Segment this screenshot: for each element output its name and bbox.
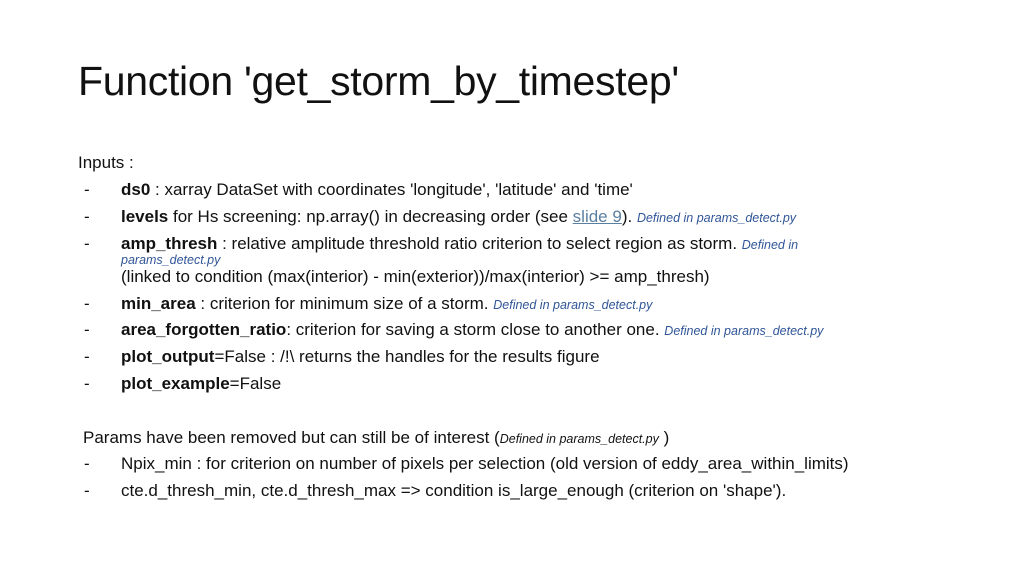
- bullet-dash: -: [84, 294, 90, 313]
- slide-9-link[interactable]: slide 9: [572, 207, 622, 226]
- param-name: ds0: [121, 180, 151, 199]
- amp-thresh-condition: (linked to condition (max(interior) - min(exterior))/max(interior) >= amp_thresh): [121, 267, 710, 286]
- param-name: min_area: [121, 294, 196, 313]
- defined-note: Defined in params_detect.py: [499, 432, 659, 446]
- bullet-dash: -: [84, 320, 90, 339]
- bullet-dash: -: [84, 234, 90, 253]
- inputs-label: Inputs :: [78, 153, 134, 172]
- param-desc-end: ).: [621, 207, 633, 226]
- param-desc: : relative amplitude threshold ratio criterion to select region as storm.: [217, 234, 742, 253]
- param-desc: =False: [229, 374, 282, 393]
- param-name: plot_example: [121, 374, 230, 393]
- param-item-npix-min: Npix_min : for criterion on number of pixels per selection (old version of eddy_area_within_limits): [121, 454, 849, 473]
- defined-note: Defined in params_detect.py: [636, 211, 797, 225]
- params-intro: [83, 428, 669, 449]
- param-name: amp_thresh: [121, 234, 218, 253]
- input-item-amp-thresh: [121, 234, 798, 255]
- param-desc: : xarray DataSet with coordinates 'longitude', 'latitude' and 'time': [150, 180, 633, 199]
- bullet-dash: -: [84, 454, 90, 473]
- param-item-d-thresh: cte.d_thresh_min, cte.d_thresh_max => condition is_large_enough (criterion on 'shape').: [121, 481, 787, 500]
- param-desc: : criterion for minimum size of a storm.: [195, 294, 494, 313]
- bullet-dash: -: [84, 207, 90, 226]
- defined-note: Defined in: [741, 238, 799, 252]
- bullet-dash: -: [84, 481, 90, 500]
- param-desc: : criterion for saving a storm close to another one.: [286, 320, 665, 339]
- input-item-area-forgotten-ratio: [121, 320, 823, 341]
- param-desc: =False : /!\ returns the handles for the results figure: [214, 347, 600, 366]
- param-name: area_forgotten_ratio: [121, 320, 287, 339]
- input-item-plot-example: [121, 374, 281, 394]
- defined-note-continued: params_detect.py: [121, 253, 221, 267]
- input-item-min-area: [121, 294, 652, 315]
- defined-note: Defined in params_detect.py: [664, 324, 824, 338]
- slide-title: Function 'get_storm_by_timestep': [78, 58, 679, 104]
- param-name: plot_output: [121, 347, 215, 366]
- input-item-plot-output: [121, 347, 600, 367]
- params-intro-text: Params have been removed but can still be of interest (: [83, 428, 500, 447]
- defined-note: Defined in params_detect.py: [493, 298, 653, 312]
- bullet-dash: -: [84, 374, 90, 393]
- params-intro-close: ): [658, 428, 670, 447]
- bullet-dash: -: [84, 347, 90, 366]
- param-name: levels: [121, 207, 169, 226]
- bullet-dash: -: [84, 180, 90, 199]
- input-item-ds0: [121, 180, 633, 200]
- input-item-levels: [121, 207, 796, 228]
- param-desc: for Hs screening: np.array() in decreasing order (see: [168, 207, 573, 226]
